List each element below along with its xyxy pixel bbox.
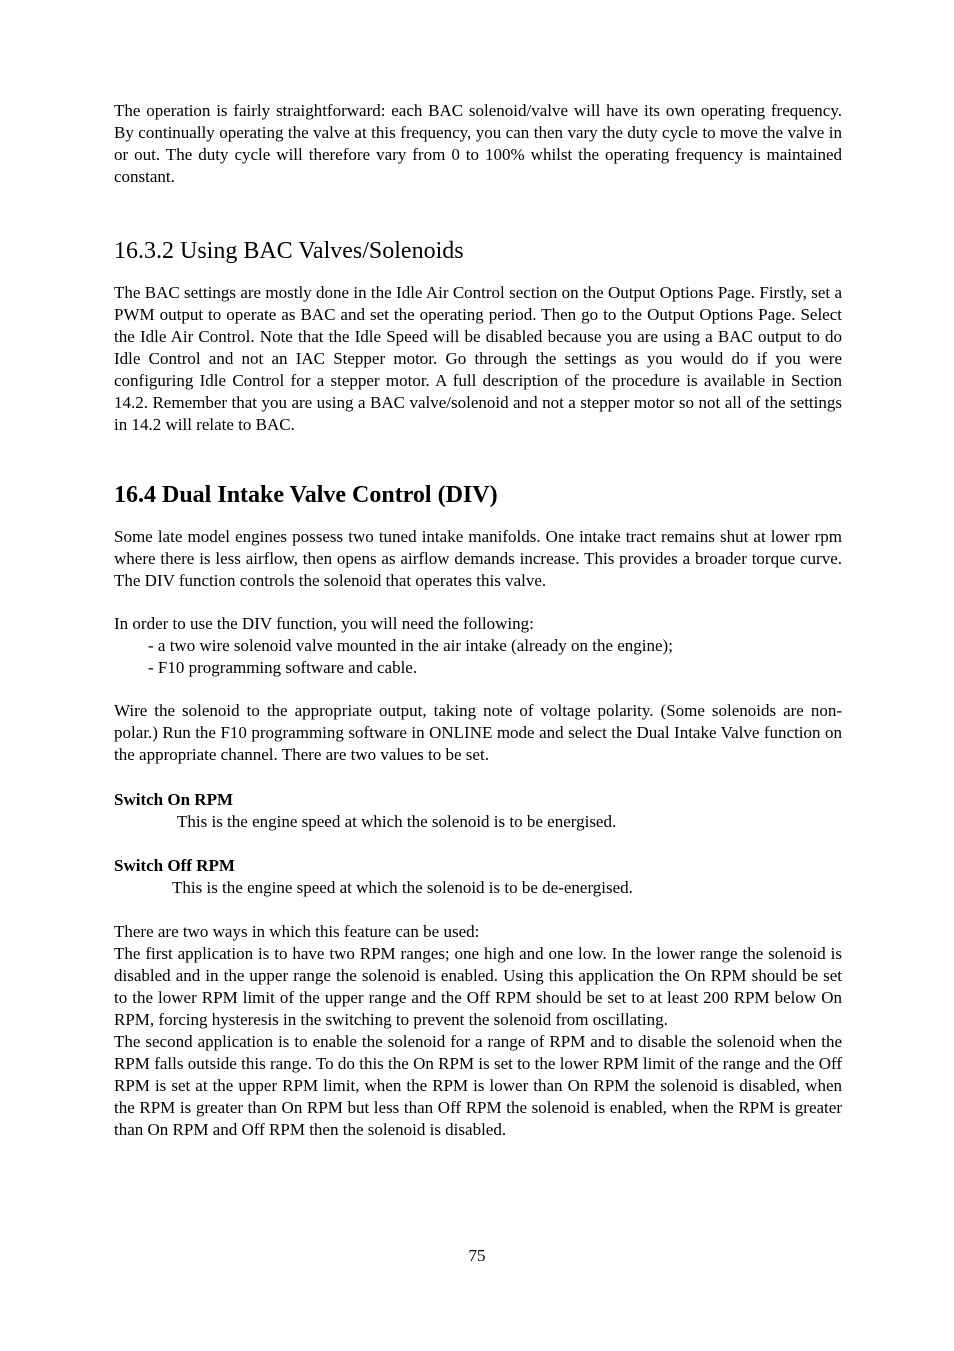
usage-intro: There are two ways in which this feature can be used: <box>114 922 480 941</box>
page-content <box>114 100 842 1141</box>
requirements-intro: In order to use the DIV function, you will need the following: <box>114 614 534 633</box>
switch-on-definition: This is the engine speed at which the solenoid is to be energised. <box>177 812 617 831</box>
switch-off-term: Switch Off RPM <box>114 856 235 875</box>
requirement-item: - a two wire solenoid valve mounted in the air intake (already on the engine); <box>148 636 673 655</box>
bac-paragraph: The BAC settings are mostly done in the Idle Air Control section on the Output Options Page. Firstly, set a PWM output to operate as BAC and set the operating period. Then go to the Output Options Page. Select the Idle Air Control. Note that the Idle Speed will be disabled because you are using a BAC output to do Idle Control and not an IAC Stepper motor. Go through the settings as you would do if you were configuring Idle Control for a stepper motor. A full description of the procedure is available in Section 14.2. Remember that you are using a BAC valve/solenoid and not a stepper motor so not all of the settings in 14.2 will relate to BAC. <box>114 283 842 434</box>
requirement-item: - F10 programming software and cable. <box>148 658 418 677</box>
intro-paragraph: The operation is fairly straightforward: each BAC solenoid/valve will have its own operating frequency. By continually operating the valve at this frequency, you can then vary the duty cycle to move the valve in or out. The duty cycle will therefore vary from 0 to 100% whilst the operating frequency is maintained constant. <box>114 101 842 186</box>
usage-second-application: The second application is to enable the solenoid for a range of RPM and to disable the solenoid when the RPM falls outside this range. To do this the On RPM is set to the lower RPM limit of the range and the Off RPM is set at the upper RPM limit, when the RPM is lower than On RPM the solenoid is disabled, when the RPM is greater than On RPM but less than Off RPM the solenoid is enabled, when the RPM is greater than On RPM and Off RPM then the solenoid is disabled. <box>114 1032 842 1139</box>
page-number: 75 <box>468 1246 486 1265</box>
section-heading-bac: 16.3.2 Using BAC Valves/Solenoids <box>114 238 464 264</box>
section-heading-div: 16.4 Dual Intake Valve Control (DIV) <box>114 482 498 508</box>
usage-first-application: The first application is to have two RPM ranges; one high and one low. In the lower range the solenoid is disabled and in the upper range the solenoid is enabled. Using this application the On RPM should be set to the lower RPM limit of the upper range and the Off RPM should be set to at least 200 RPM below On RPM, forcing hysteresis in the switching to prevent the solenoid from oscillating. <box>114 944 842 1029</box>
div-paragraph-2: Wire the solenoid to the appropriate output, taking note of voltage polarity. (Some solenoids are non-polar.) Run the F10 programming software in ONLINE mode and select the Dual Intake Valve function on the appropriate channel. There are two values to be set. <box>114 701 842 764</box>
switch-on-term: Switch On RPM <box>114 790 233 809</box>
div-paragraph-1: Some late model engines possess two tuned intake manifolds. One intake tract remains shut at lower rpm where there is less airflow, then opens as airflow demands increase. This provides a broader torque curve. The DIV function controls the solenoid that operates this valve. <box>114 527 842 590</box>
switch-off-definition: This is the engine speed at which the solenoid is to be de-energised. <box>172 878 633 897</box>
